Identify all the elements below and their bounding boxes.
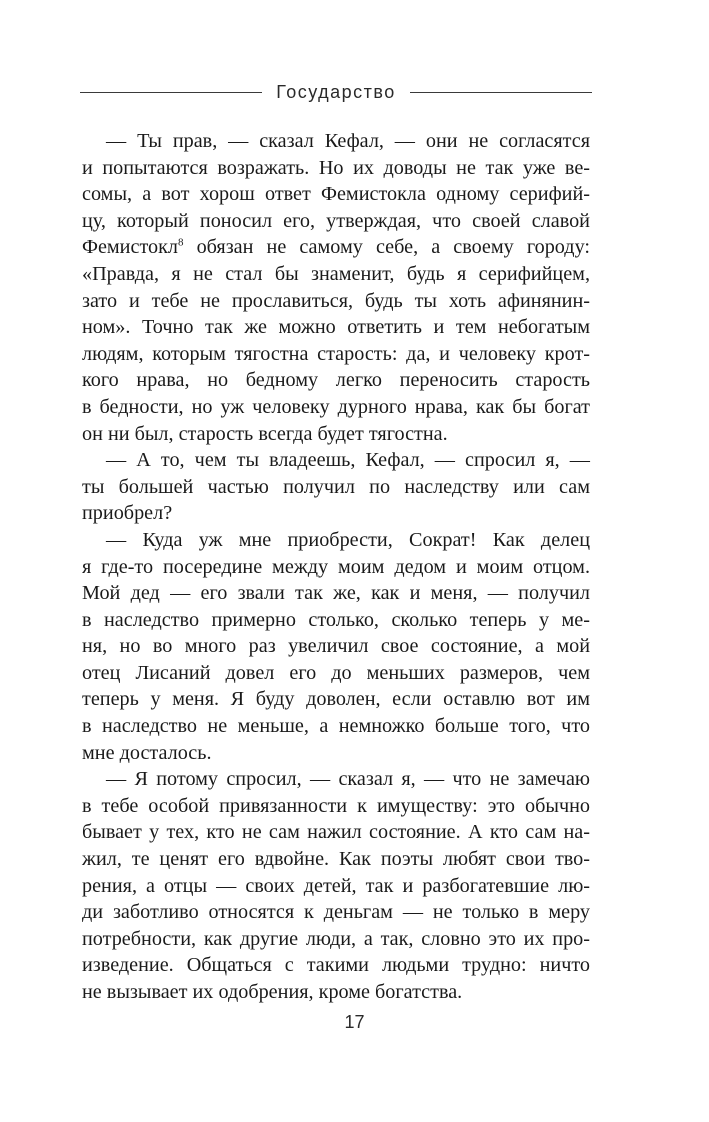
running-header [80, 78, 592, 106]
header-rule-right [410, 92, 592, 93]
text-line: ты большей частью получил по наследству или сам [82, 475, 590, 498]
header-rule-left [80, 92, 262, 93]
text-line: я где-то посередине между моим дедом и моим отцом. [82, 555, 590, 578]
text-line: ди заботливо относятся к деньгам — не только в меру [82, 901, 590, 924]
text-line: зато и тебе не прославиться, будь ты хоть афинянин- [82, 289, 590, 312]
text-line: — Ты прав, — сказал Кефал, — они не согласятся [106, 130, 590, 152]
page-number: 17 [344, 1012, 365, 1032]
text-line: он ни был, старость всегда будет тягостна. [82, 422, 448, 445]
text-line: цу, который поносил его, утверждая, что своей славой [82, 209, 590, 232]
text-line: — А то, чем ты владеешь, Кефал, — спросил я, — [106, 449, 590, 472]
text-line: ном». Точно так же можно ответить и тем небогатым [82, 316, 590, 339]
text-line: «Правда, я не стал бы знаменит, будь я серифийцем, [82, 262, 590, 285]
text-line: в бедности, но уж человеку дурного нрава, как бы богат [82, 395, 590, 418]
text-line: ня, но во много раз увеличил свое состояние, а мой [82, 635, 590, 658]
text-line: и попытаются возражать. Но их доводы не так уже ве- [82, 156, 590, 179]
text-line: — Куда уж мне приобрести, Сократ! Как делец [106, 528, 590, 551]
text-line: теперь у меня. Я буду доволен, если оставлю вот им [82, 688, 590, 711]
text-line: в тебе особой привязанности к имуществу: это обычно [82, 794, 590, 817]
header-title: Государство [276, 81, 396, 102]
name-fragment: Фемистокл [82, 236, 178, 259]
text-line: рения, а отцы — своих детей, так и разбогатевшие лю- [82, 874, 590, 897]
text-line: людям, которым тягостна старость: да, и человеку крот- [82, 342, 590, 365]
text-line: не вызывает их одобрения, кроме богатства. [82, 981, 463, 1003]
text-line: бывает у тех, кто не сам нажил состояние. А кто сам на- [82, 821, 590, 844]
text-line: в наследство примерно столько, сколько теперь у ме- [82, 608, 590, 631]
text-line: жил, те ценят его вдвойне. Как поэты любят свои тво- [82, 848, 590, 871]
text-line: отец Лисаний довел его до меньших размеров, чем [82, 661, 590, 684]
text-line: потребности, как другие люди, а так, словно это их про- [82, 927, 590, 950]
text-line: мне досталось. [82, 741, 212, 764]
text-fragment: обязан не самому себе, а своему городу: [196, 236, 591, 259]
text-line: изведение. Общаться с такими людьми трудно: ничто [82, 954, 590, 977]
text-line: Мой дед — его звали так же, как и меня, — получил [82, 582, 590, 605]
text-line-with-footnote [82, 234, 590, 261]
text-line: — Я потому спросил, — сказал я, — что не замечаю [106, 768, 590, 791]
text-line: сомы, а вот хорош ответ Фемистокла одному серифий- [82, 183, 590, 206]
text-line: приобрел? [82, 502, 173, 525]
body-text [82, 128, 590, 1006]
text-line: кого нрава, но бедному легко переносить старость [82, 369, 590, 392]
text-line: в наследство не меньше, а немножко больше того, что [82, 715, 590, 738]
footnote-reference: 8 [177, 236, 184, 249]
